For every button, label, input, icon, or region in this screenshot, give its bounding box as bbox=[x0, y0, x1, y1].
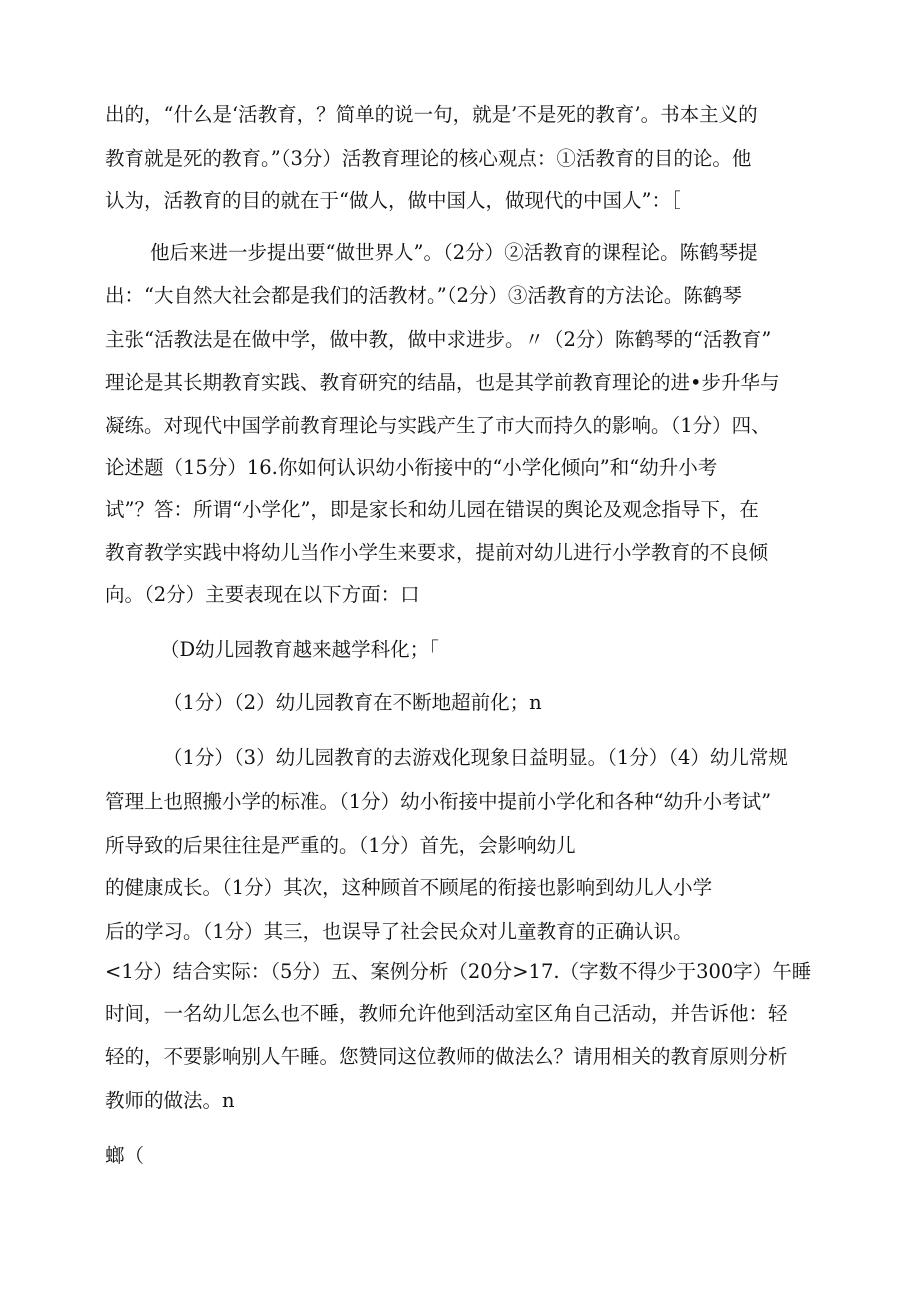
text-line: 向。（2分）主要表现在以下方面：口 bbox=[105, 583, 420, 606]
text-line: 主张“活教法是在做中学，做中教，做中求进步。〃（2分）陈鹤琴的“活教育” bbox=[105, 328, 772, 351]
text-line: 教育就是死的教育。”（3分）活教育理论的核心观点：①活教育的目的论。他 bbox=[105, 147, 752, 170]
text-line: 论述题（15分）16.你如何认识幼小衔接中的“小学化倾向”和“幼升小考 bbox=[105, 456, 718, 479]
text-line: 认为，活教育的目的就在于“做人，做中国人，做现代的中国人”：［ bbox=[105, 189, 681, 212]
text-line: 理论是其长期教育实践、教育研究的结晶，也是其学前教育理论的进•步升华与 bbox=[105, 371, 780, 394]
text-line: 所导致的后果往往是严重的。（1分）首先，会影响幼儿 bbox=[105, 834, 576, 857]
text-line: <1分）结合实际：（5分）五、案例分析（20分>17.（字数不得少于300字）午睡 bbox=[105, 960, 812, 983]
text-line: （1分）（3）幼儿园教育的去游戏化现象日益明显。（1分）（4）幼儿常规 bbox=[163, 746, 788, 769]
text-line: 轻的，不要影响别人午睡。您赞同这位教师的做法么？请用相关的教育原则分析 bbox=[105, 1045, 788, 1068]
text-line: （1分）（2）幼儿园教育在不断地超前化；n bbox=[163, 691, 542, 714]
text-line: 出：“大自然大社会都是我们的活教材。”（2分）③活教育的方法论。陈鹤琴 bbox=[105, 284, 742, 307]
text-line: 的健康成长。（1分）其次，这种顾首不顾尾的衔接也影响到幼儿人小学 bbox=[105, 876, 713, 899]
text-line: 教师的做法。n bbox=[105, 1089, 235, 1112]
text-line: 教育教学实践中将幼儿当作小学生来要求，提前对幼儿进行小学教育的不良倾 bbox=[105, 541, 769, 564]
text-line: 时间，一名幼儿怎么也不睡，教师允许他到活动室区角自己活动，并告诉他：轻 bbox=[105, 1002, 788, 1025]
text-line: 试”？答：所谓“小学化”，即是家长和幼儿园在错误的舆论及观念指导下，在 bbox=[105, 498, 759, 521]
text-line: 出的，“什么是‘活教育，？简单的说一句，就是’不是死的教育’。书本主义的 bbox=[105, 103, 758, 126]
text-line: 管理上也照搬小学的标准。（1分）幼小衔接中提前小学化和各种“幼升小考试” bbox=[105, 790, 772, 813]
text-line: 后的学习。（1分）其三，也误导了社会民众对儿童教育的正确认识。 bbox=[105, 920, 693, 943]
text-line: 螂（ bbox=[105, 1144, 145, 1167]
text-line: （D幼儿园教育越来越学科化；「 bbox=[160, 638, 439, 661]
text-line: 凝练。对现代中国学前教育理论与实践产生了市大而持久的影响。（1分）四、 bbox=[105, 414, 771, 437]
text-line: 他后来进一步提出要“做世界人”。（2分）②活教育的课程论。陈鹤琴提 bbox=[150, 241, 758, 264]
